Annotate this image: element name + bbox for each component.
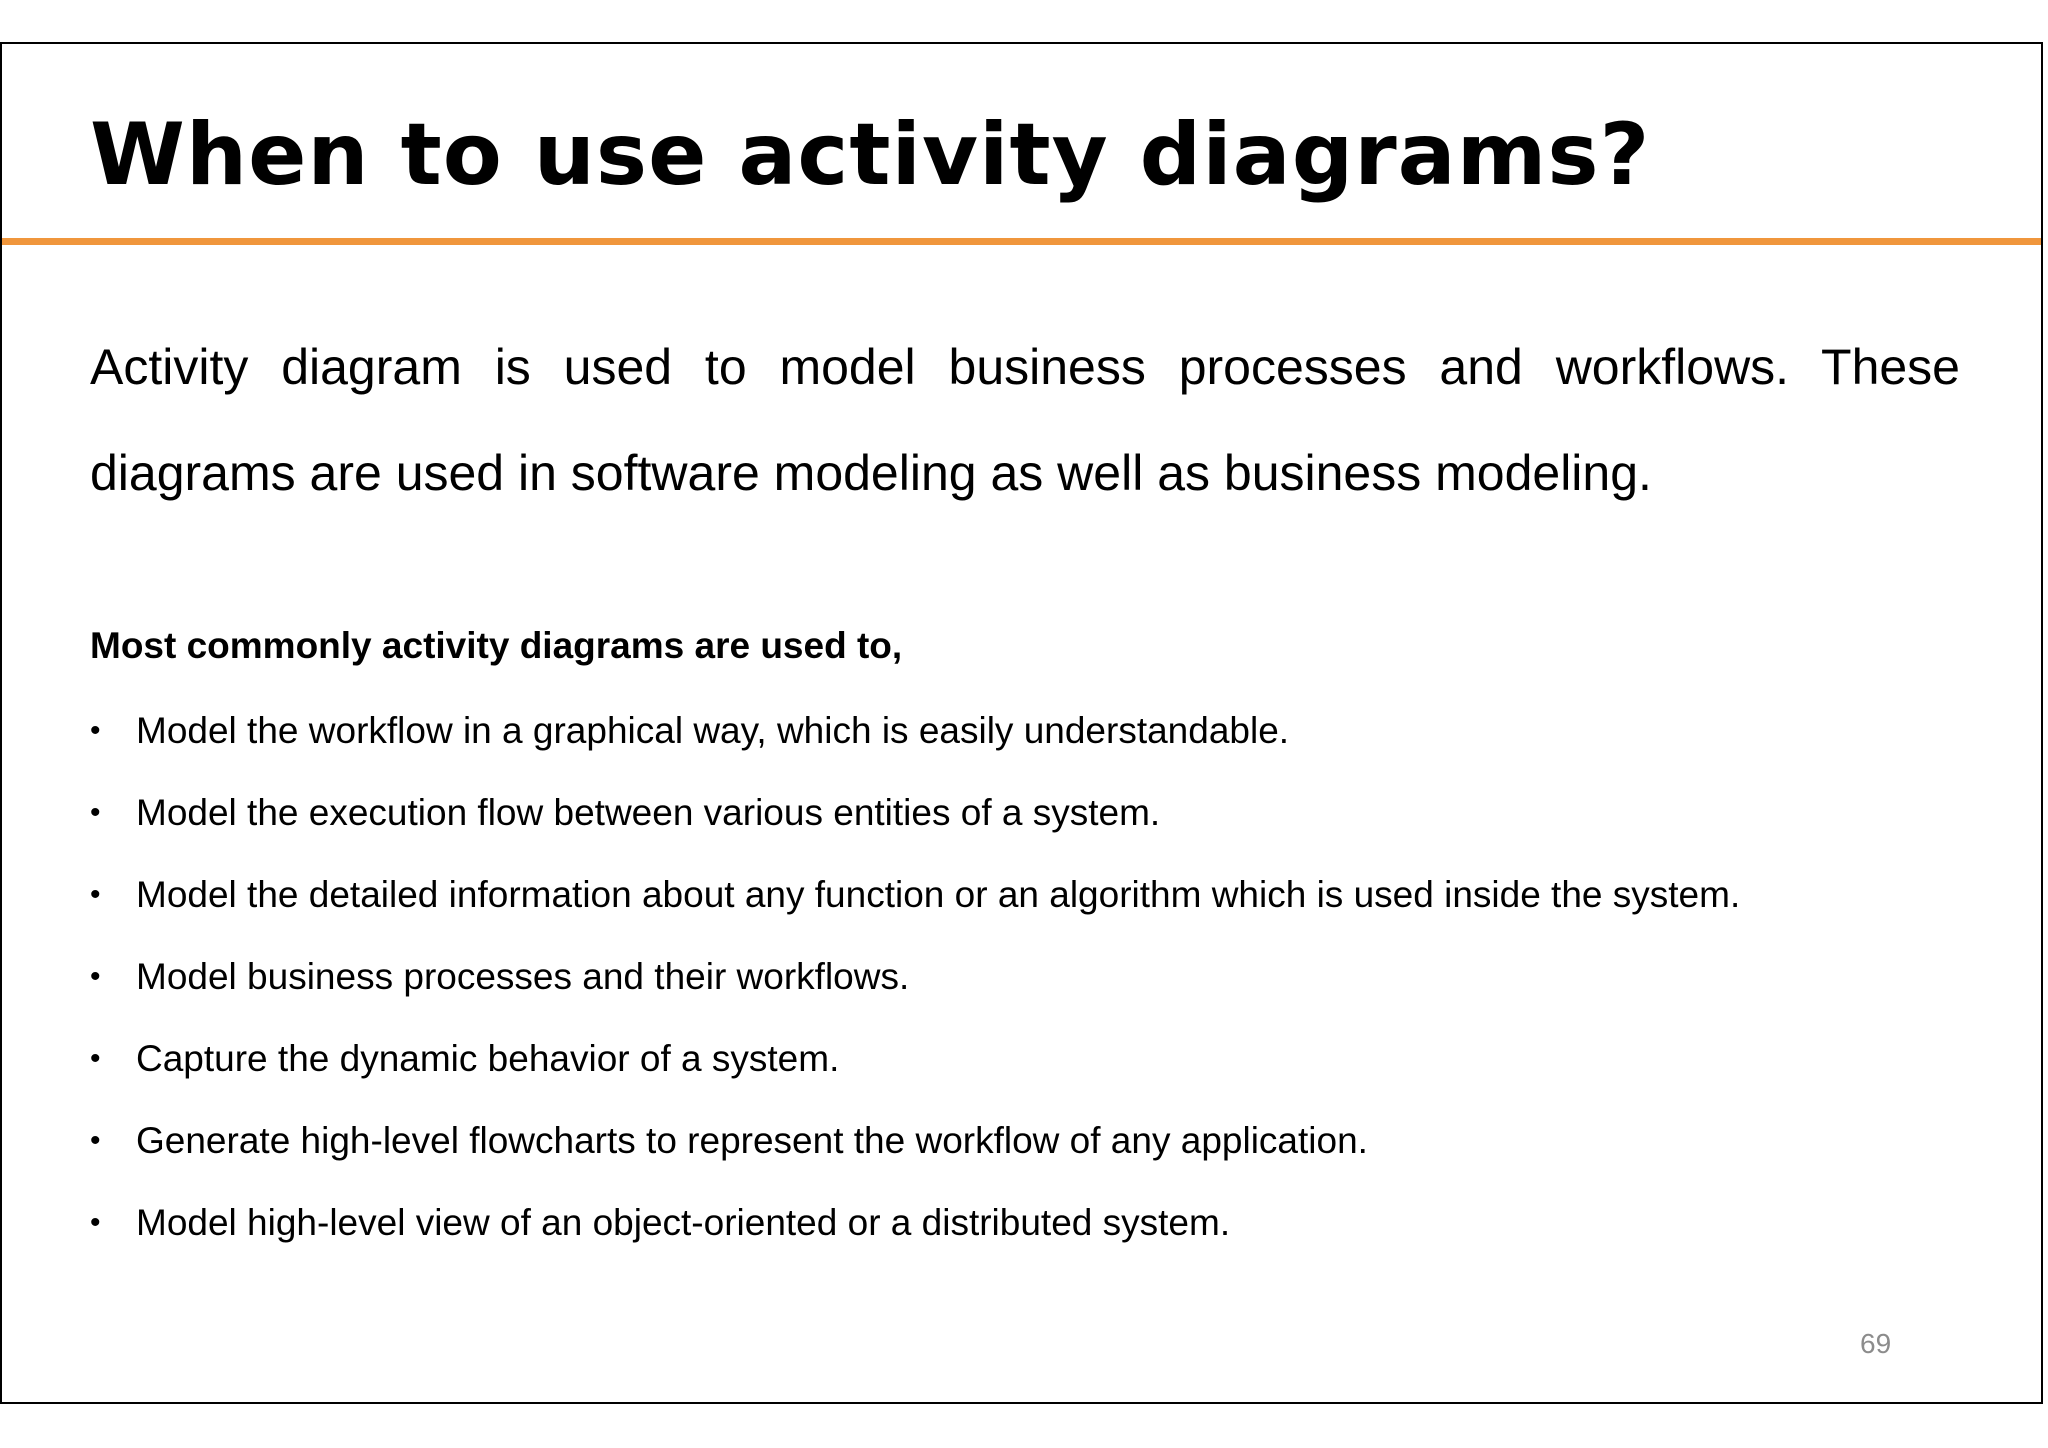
list-item-text: Model the workflow in a graphical way, which is easily understandable. <box>136 710 1290 751</box>
list-item-text: Generate high-level flowcharts to represent the workflow of any application. <box>136 1120 1368 1161</box>
bullet-icon: • <box>90 878 101 911</box>
bullet-icon: • <box>90 1124 101 1157</box>
slide-title: When to use activity diagrams? <box>90 105 1651 205</box>
list-item-text: Model the execution flow between various entities of a system. <box>136 792 1161 833</box>
list-item-text: Model business processes and their workflows. <box>136 956 910 997</box>
intro-paragraph: Activity diagram is used to model business processes and workflows. These diagrams are used in software modeling as well as business modeling. <box>90 339 1960 501</box>
list-item-text: Capture the dynamic behavior of a system. <box>136 1038 840 1079</box>
bullet-icon: • <box>90 960 101 993</box>
list-item-text: Model high-level view of an object-oriented or a distributed system. <box>136 1202 1231 1243</box>
bullet-icon: • <box>90 714 101 747</box>
list-item-text: Model the detailed information about any function or an algorithm which is used inside the system. <box>136 874 1741 915</box>
bullet-icon: • <box>90 1042 101 1075</box>
bullet-icon: • <box>90 796 101 829</box>
title-divider <box>2 238 2041 245</box>
bullet-lead-in: Most commonly activity diagrams are used to, <box>90 625 903 666</box>
bullet-icon: • <box>90 1206 101 1239</box>
slide <box>0 42 2043 1404</box>
page-number: 69 <box>1860 1328 1892 1359</box>
